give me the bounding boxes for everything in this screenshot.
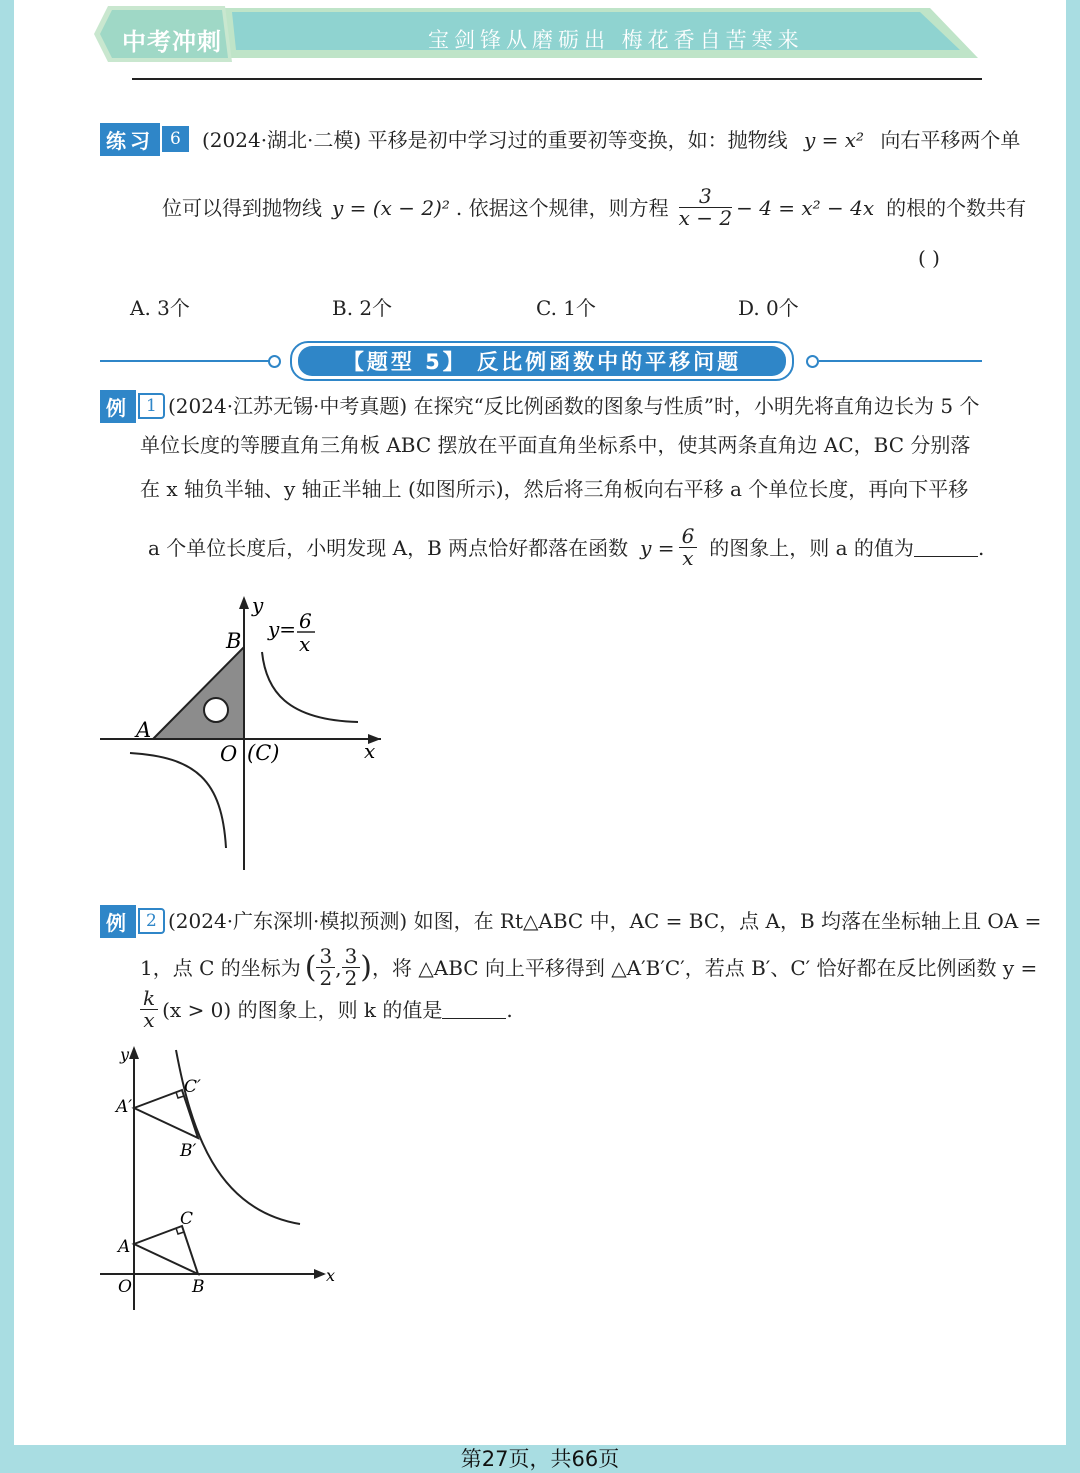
fig2-y-arrow	[129, 1046, 139, 1059]
fig2-label-c: C	[180, 1209, 194, 1229]
example2-text3: (x > 0) 的图象上，则 k 的值是	[162, 997, 443, 1022]
example1-line1: (2024·江苏无锡·中考真题) 在探究“反比例函数的图象与性质”时，小明先将直角边长为 5 个	[168, 394, 980, 418]
example2-tag-label: 例	[100, 905, 136, 938]
fig2-label-a: A	[118, 1237, 131, 1257]
fig2-label-b-prime: B′	[180, 1141, 197, 1161]
exercise6-text1: (2024·湖北·二模) 平移是初中学习过的重要初等变换，如：抛物线	[202, 128, 788, 152]
fig2-label-o: O	[118, 1277, 132, 1297]
example2-dot: .	[506, 997, 513, 1022]
fig1-triangle	[153, 647, 244, 739]
section-ring-right	[806, 355, 819, 368]
example2-answer-blank	[442, 1000, 506, 1019]
exercise6-frac-den: x − 2	[678, 206, 733, 230]
fig2-triangle	[134, 1226, 198, 1274]
fig1-label-b: B	[226, 629, 242, 653]
exercise-tag-number: 6	[162, 126, 189, 152]
fig2-label-c-prime: C′	[184, 1077, 201, 1097]
example1-frac-den: x	[682, 546, 694, 570]
exercise-tag	[100, 124, 189, 154]
exercise6-eq2: y = (x − 2)²	[332, 195, 450, 220]
example1-line3: 在 x 轴负半轴、y 轴正半轴上 (如图所示)，然后将三角板向右平移 a 个单位长度，再向下平移	[140, 477, 969, 501]
option-c: C. 1个	[536, 296, 597, 320]
fig1-func-num: 6	[299, 609, 312, 633]
fig1-y-arrow	[239, 596, 249, 609]
exercise-tag-label: 练习	[100, 123, 160, 156]
option-b: B. 2个	[332, 296, 393, 320]
example2-comma: ,	[335, 955, 342, 980]
exercise6-text1-end: 向右平移两个单	[880, 128, 1021, 152]
exercise6-fraction	[679, 186, 732, 229]
example1-figure	[96, 590, 396, 875]
example1-tag-label: 例	[100, 390, 136, 423]
fig1-label-y: y	[252, 593, 264, 617]
exercise6-text2-end: 的根的个数共有	[886, 195, 1027, 220]
example2-paren-open: (	[304, 949, 317, 985]
example2-k-den: x	[143, 1008, 155, 1032]
exercise6-eq1: y = x²	[803, 128, 865, 152]
fig2-label-b: B	[192, 1277, 205, 1297]
section-box	[290, 341, 794, 381]
example2-k-fraction	[140, 988, 158, 1031]
example1-dot: .	[977, 535, 985, 560]
fig2-label-a-prime: A′	[116, 1097, 133, 1117]
example2-frac-2	[342, 946, 361, 989]
section-line-right	[819, 360, 982, 362]
example1-text4-end: 的图象上，则 a 的值为	[709, 535, 914, 560]
fig1-hyperbola-q3	[130, 753, 226, 848]
option-d: D. 0个	[738, 296, 799, 320]
answer-paren: ( )	[918, 246, 940, 270]
header-motto: 宝剑锋从磨砺出 梅花香自苦寒来	[428, 28, 804, 52]
example1-line2: 单位长度的等腰直角三角板 ABC 摆放在平面直角坐标系中，使其两条直角边 AC，BC 分别落	[140, 433, 971, 457]
exercise6-text2-mid: . 依据这个规律，则方程	[455, 195, 669, 220]
example2-line3	[140, 988, 513, 1031]
example2-tag-number: 2	[138, 908, 165, 934]
header-badge: 中考冲刺	[122, 28, 222, 56]
fig2-label-x: x	[326, 1266, 336, 1285]
fig2-label-y: y	[120, 1045, 130, 1064]
exercise6-eq3: − 4 = x² − 4x	[736, 195, 875, 220]
example1-fraction	[679, 526, 698, 569]
section-title: 【题型 5】 反比例函数中的平移问题	[298, 346, 786, 376]
section-heading	[100, 340, 982, 382]
example2-text2-end: ，将 △ABC 向上平移得到 △A′B′C′，若点 B′、C′ 恰好都在反比例函数 y =	[372, 955, 1038, 980]
fig1-hole	[204, 698, 228, 722]
example2-paren-close: )	[360, 949, 373, 985]
example2-coord-d: 2	[344, 966, 358, 990]
example2-line1: (2024·广东深圳·模拟预测) 如图，在 Rt△ABC 中，AC = BC，点 A，B 均落在坐标轴上且 OA =	[168, 909, 1042, 933]
fig1-label-c: (C)	[247, 741, 280, 765]
fig2-triangle-shifted	[134, 1090, 198, 1138]
fig1-label-o: O	[220, 742, 238, 766]
fig1-hyperbola-q1	[262, 652, 358, 722]
example2-line2	[140, 946, 1037, 989]
fig1-func-den: x	[299, 632, 311, 656]
section-line-left	[100, 360, 270, 362]
example2-figure	[96, 1040, 346, 1315]
example2-k-num: k	[140, 988, 158, 1010]
example2-coord-a: 3	[316, 946, 335, 968]
example1-func-lhs: y =	[640, 535, 675, 560]
example2-tag	[100, 906, 165, 936]
example2-coord-c: 3	[342, 946, 361, 968]
header-banner	[0, 0, 1080, 80]
option-a: A. 3个	[130, 296, 190, 320]
exercise6-line1	[202, 130, 1020, 150]
example1-line4	[148, 526, 984, 569]
page-footer: 第27页，共66页	[460, 1447, 620, 1471]
example2-text2: 1，点 C 的坐标为	[140, 955, 301, 980]
example2-frac-1	[316, 946, 335, 989]
example1-answer-blank	[914, 538, 978, 557]
fig2-x-arrow	[314, 1269, 326, 1279]
example2-coord-b: 2	[319, 966, 333, 990]
header-rule	[132, 78, 982, 80]
fig1-func-label: y=	[268, 617, 297, 641]
example1-tag-number: 1	[138, 393, 165, 419]
fig1-label-a: A	[136, 718, 152, 742]
section-ring-left	[268, 355, 281, 368]
example1-text4: a 个单位长度后，小明发现 A，B 两点恰好都落在函数	[148, 535, 629, 560]
example1-frac-num: 6	[679, 526, 698, 548]
exercise6-frac-num: 3	[679, 186, 732, 208]
example1-tag	[100, 391, 165, 421]
exercise6-line2	[162, 186, 1026, 229]
exercise6-text2: 位可以得到抛物线	[162, 195, 322, 220]
fig1-label-x: x	[364, 739, 376, 763]
